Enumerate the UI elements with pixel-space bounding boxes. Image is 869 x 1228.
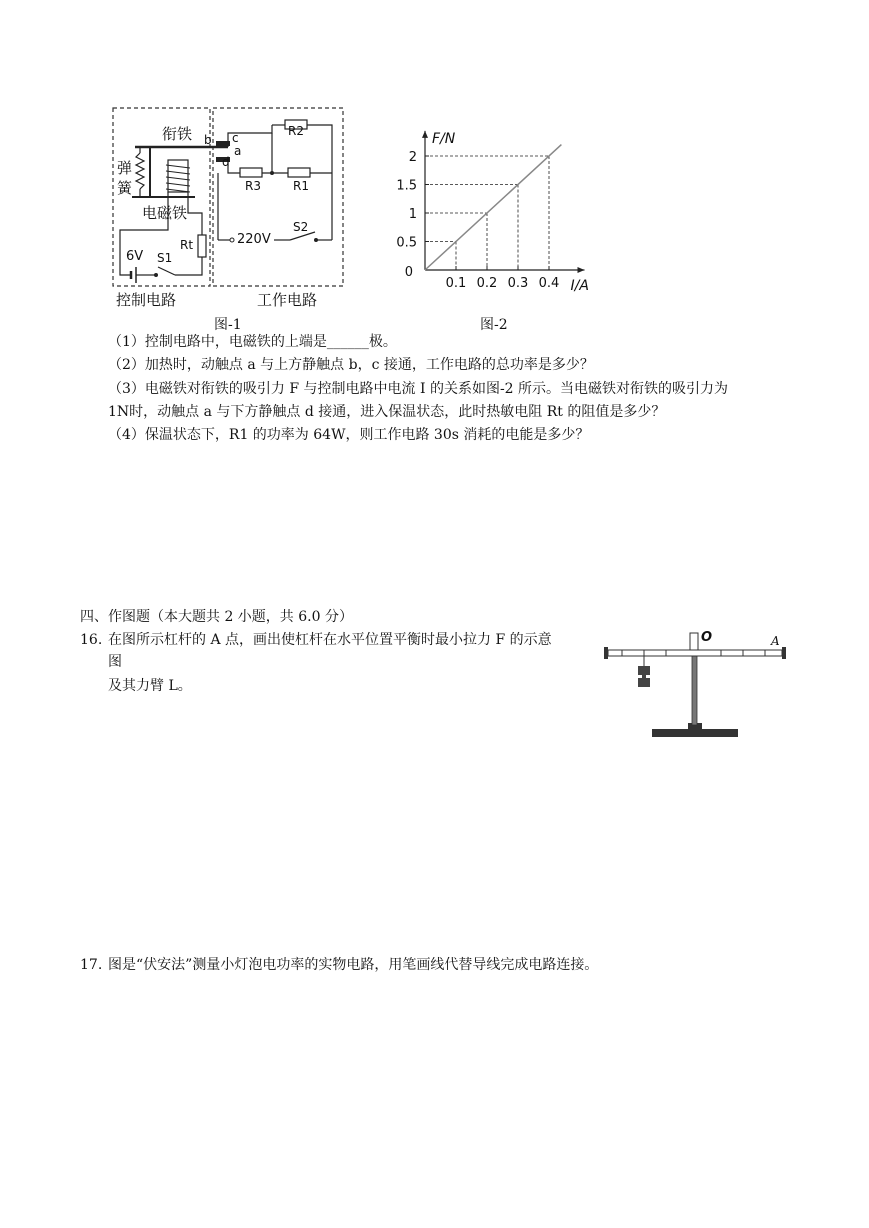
rt-label: Rt xyxy=(180,238,194,252)
voltage-6-label: 6V xyxy=(126,249,144,264)
control-circuit-label: 控制电路 xyxy=(116,291,177,309)
r1-label: R1 xyxy=(293,179,309,193)
question-2: （2）加热时，动触点 a 与上方静触点 b，c 接通，工作电路的总功率是多少？ xyxy=(108,357,594,373)
figure-1-caption: 图-1 xyxy=(214,317,242,333)
figure-1 xyxy=(110,105,350,310)
question-16-line-2: 图 xyxy=(108,654,122,670)
y-axis-label: F/N xyxy=(432,130,456,147)
question-4: （4）保温状态下，R1 的功率为 64W，则工作电路 30s 消耗的电能是多少？ xyxy=(108,427,590,443)
question-17-text: 图是“伏安法”测量小灯泡电功率的实物电路，用笔画线代替导线完成电路连接。 xyxy=(108,957,599,973)
x-axis-arrow xyxy=(578,267,585,273)
s2-label: S2 xyxy=(293,220,309,234)
question-1: （1）控制电路中，电磁铁的上端是______极。 xyxy=(108,334,397,350)
electromagnet-label: 电磁铁 xyxy=(142,204,188,222)
question-16-line-3: 及其力臂 L。 xyxy=(108,678,192,694)
x-tick-label: 0.4 xyxy=(538,276,560,291)
s1-label: S1 xyxy=(157,251,173,265)
lever-figure xyxy=(600,628,790,743)
x-tick-label: 0.1 xyxy=(445,276,467,291)
figure-2 xyxy=(395,108,625,308)
x-tick-label: 0.3 xyxy=(507,276,529,291)
lever-pivot-label: O xyxy=(701,630,713,645)
contact-c-label: c xyxy=(232,131,239,145)
r2-label: R2 xyxy=(288,124,304,138)
x-tick-label: 0.2 xyxy=(476,276,498,291)
question-3-line-1: （3）电磁铁对衔铁的吸引力 F 与控制电路中电流 I 的关系如图-2 所示。当电磁铁对衔铁的吸引力为 xyxy=(108,381,729,397)
question-17-number: 17. xyxy=(80,957,103,973)
section-4-heading: 四、作图题（本大题共 2 小题，共 6.0 分） xyxy=(80,609,353,625)
y-tick-label: 1 xyxy=(408,207,417,222)
voltage-220-label: 220V xyxy=(237,232,271,247)
y-tick-label: 0.5 xyxy=(396,235,417,251)
r3-label: R3 xyxy=(245,179,261,193)
contact-b-label: b xyxy=(204,133,212,147)
x-axis-label: I/A xyxy=(570,278,589,294)
force-current-chart xyxy=(395,108,625,308)
data-line xyxy=(425,145,561,270)
spring-label-top: 弹 xyxy=(117,159,133,177)
y-tick-label: 1.5 xyxy=(396,178,417,194)
work-circuit-label: 工作电路 xyxy=(257,291,318,309)
question-16-line-1: 在图所示杠杆的 A 点，画出使杠杆在水平位置平衡时最小拉力 F 的示意 xyxy=(108,632,552,648)
origin-label: 0 xyxy=(404,265,413,280)
figure-2-caption: 图-2 xyxy=(480,317,508,333)
question-3-line-2: 1N时，动触点 a 与下方静触点 d 接通，进入保温状态，此时热敏电阻 Rt 的阻值是多少？ xyxy=(108,404,666,420)
lever-point-a-label: A xyxy=(771,634,780,648)
y-tick-label: 2 xyxy=(408,150,417,165)
spring-label-bottom: 簧 xyxy=(117,179,133,197)
contact-d-label: d xyxy=(222,155,230,169)
contact-a-label: a xyxy=(234,144,242,158)
lever-diagram xyxy=(600,628,790,743)
question-16-number: 16. xyxy=(80,632,103,648)
armature-label: 衔铁 xyxy=(162,125,193,143)
y-axis-arrow xyxy=(422,131,428,138)
